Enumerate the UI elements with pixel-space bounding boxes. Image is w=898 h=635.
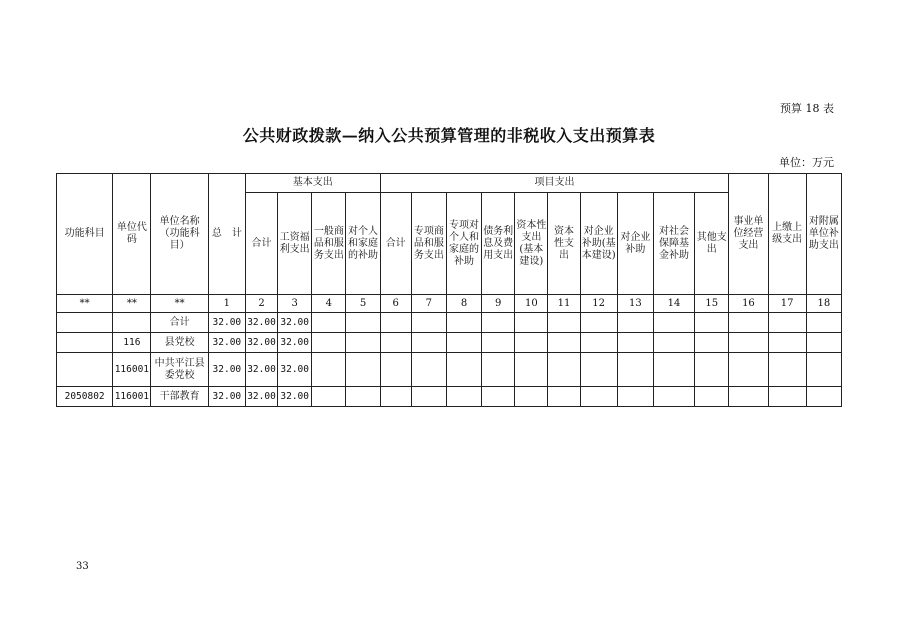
header-gongzi: 工资福利支出 bbox=[278, 193, 312, 295]
cell-daima: 116001 bbox=[113, 387, 151, 407]
index-cell: 18 bbox=[806, 295, 841, 313]
index-cell: 10 bbox=[515, 295, 548, 313]
cell-zongji: 32.00 bbox=[208, 333, 245, 353]
cell-gongzi: 32.00 bbox=[278, 333, 312, 353]
index-cell: 6 bbox=[380, 295, 411, 313]
header-shangpin: 一般商品和服务支出 bbox=[312, 193, 346, 295]
header-jiben-group: 基本支出 bbox=[245, 174, 380, 193]
cell-jiben-heji: 32.00 bbox=[245, 313, 277, 333]
index-cell: 1 bbox=[208, 295, 245, 313]
header-qiye: 对企业补助 bbox=[617, 193, 653, 295]
header-zhuanxiang-geren: 专项对个人和家庭的补助 bbox=[446, 193, 481, 295]
cell-mingcheng: 合计 bbox=[151, 313, 208, 333]
cell-mingcheng: 县党校 bbox=[151, 333, 208, 353]
index-cell: 15 bbox=[695, 295, 729, 313]
header-jiben-heji: 合计 bbox=[245, 193, 277, 295]
header-qita: 其他支出 bbox=[695, 193, 729, 295]
header-ziben-jianshe: 资本性支出(基本建设) bbox=[515, 193, 548, 295]
header-zongji: 总 计 bbox=[208, 174, 245, 295]
header-mingcheng: 单位名称（功能科目） bbox=[151, 174, 208, 295]
index-cell: ** bbox=[113, 295, 151, 313]
index-cell: ** bbox=[57, 295, 113, 313]
index-cell: 2 bbox=[245, 295, 277, 313]
index-cell: 11 bbox=[548, 295, 580, 313]
cell-gongneng bbox=[57, 333, 113, 353]
cell-daima: 116001 bbox=[113, 353, 151, 387]
header-fushu: 对附属单位补助支出 bbox=[806, 174, 841, 295]
cell-gongzi: 32.00 bbox=[278, 353, 312, 387]
cell-mingcheng: 中共平江县委党校 bbox=[151, 353, 208, 387]
cell-jiben-heji: 32.00 bbox=[245, 387, 277, 407]
index-cell: 12 bbox=[580, 295, 617, 313]
cell-daima: 116 bbox=[113, 333, 151, 353]
table-row bbox=[57, 387, 842, 407]
index-cell: 17 bbox=[768, 295, 806, 313]
header-shiye: 事业单位经营支出 bbox=[729, 174, 768, 295]
table-row bbox=[57, 353, 842, 387]
cell-daima bbox=[113, 313, 151, 333]
header-ziben: 资本性支出 bbox=[548, 193, 580, 295]
page-title: 公共财政拨款—纳入公共预算管理的非税收入支出预算表 bbox=[242, 126, 656, 145]
table-row bbox=[57, 333, 842, 353]
header-shebao: 对社会保障基金补助 bbox=[653, 193, 694, 295]
index-cell: 16 bbox=[729, 295, 768, 313]
index-cell: 5 bbox=[346, 295, 380, 313]
index-cell: 8 bbox=[446, 295, 481, 313]
index-cell: ** bbox=[151, 295, 208, 313]
table-number-label: 预算 18 表 bbox=[780, 102, 834, 115]
header-zhuanxiang-shangpin: 专项商品和服务支出 bbox=[411, 193, 446, 295]
cell-gongzi: 32.00 bbox=[278, 387, 312, 407]
index-cell: 13 bbox=[617, 295, 653, 313]
cell-gongneng: 2050802 bbox=[57, 387, 113, 407]
header-daima: 单位代码 bbox=[113, 174, 151, 295]
index-cell: 7 bbox=[411, 295, 446, 313]
cell-zongji: 32.00 bbox=[208, 387, 245, 407]
cell-gongneng bbox=[57, 353, 113, 387]
table-row bbox=[57, 313, 842, 333]
cell-zongji: 32.00 bbox=[208, 353, 245, 387]
index-cell: 3 bbox=[278, 295, 312, 313]
unit-label: 单位：万元 bbox=[779, 156, 834, 169]
header-xiangmu-heji: 合计 bbox=[380, 193, 411, 295]
header-qiye-jianshe: 对企业补助(基本建设) bbox=[580, 193, 617, 295]
header-shangjiao: 上缴上级支出 bbox=[768, 174, 806, 295]
header-xiangmu-group: 项目支出 bbox=[380, 174, 729, 193]
cell-zongji: 32.00 bbox=[208, 313, 245, 333]
cell-jiben-heji: 32.00 bbox=[245, 353, 277, 387]
cell-gongzi: 32.00 bbox=[278, 313, 312, 333]
header-zhaiwu: 债务利息及费用支出 bbox=[482, 193, 515, 295]
header-geren: 对个人和家庭的补助 bbox=[346, 193, 380, 295]
page-number: 33 bbox=[76, 561, 89, 572]
index-cell: 9 bbox=[482, 295, 515, 313]
cell-jiben-heji: 32.00 bbox=[245, 333, 277, 353]
index-cell: 4 bbox=[312, 295, 346, 313]
budget-table bbox=[56, 173, 842, 407]
cell-gongneng bbox=[57, 313, 113, 333]
cell-mingcheng: 干部教育 bbox=[151, 387, 208, 407]
index-cell: 14 bbox=[653, 295, 694, 313]
header-gongneng: 功能科目 bbox=[57, 174, 113, 295]
